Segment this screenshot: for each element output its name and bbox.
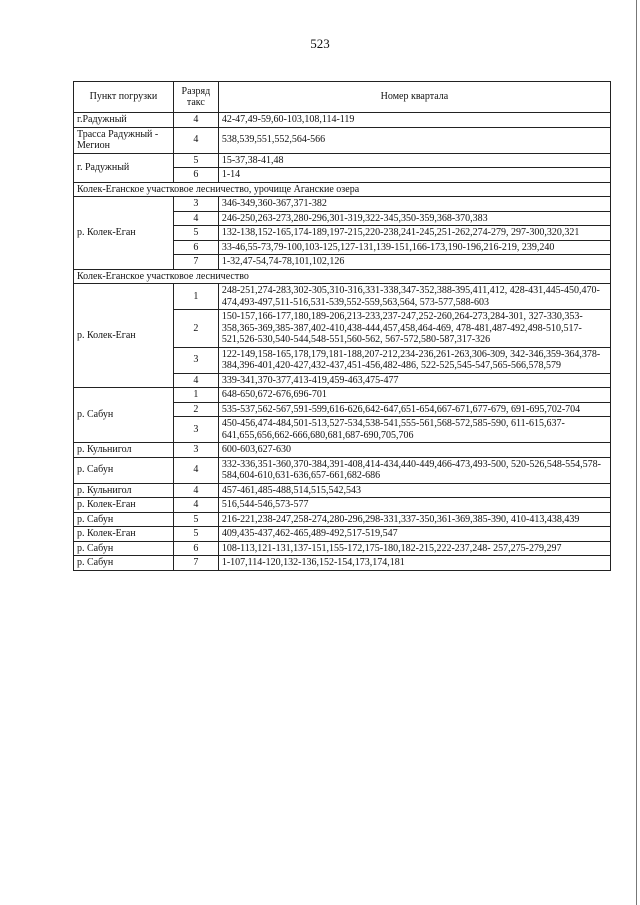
quarter-numbers-cell: 538,539,551,552,564-566 — [218, 127, 610, 153]
quarter-numbers-cell: 122-149,158-165,178,179,181-188,207-212,234-236,261-263,306-309, 342-346,359-364,378-384,396-401,420-427,432-437,451-456,482-486, 522-525,545-547,565-566,578,579 — [218, 347, 610, 373]
quarter-numbers-cell: 42-47,49-59,60-103,108,114-119 — [218, 113, 610, 128]
rank-cell: 6 — [173, 168, 218, 183]
quarter-numbers-cell: 33-46,55-73,79-100,103-125,127-131,139-151,166-173,190-196,216-219, 239,240 — [218, 240, 610, 255]
quarter-numbers-cell: 516,544-546,573-577 — [218, 498, 610, 513]
quarter-numbers-cell: 600-603,627-630 — [218, 443, 610, 458]
table-row — [74, 541, 611, 556]
table-row — [74, 284, 611, 310]
table-row — [74, 457, 611, 483]
table-row — [74, 153, 611, 168]
loading-point-cell: р. Кульнигол — [74, 483, 174, 498]
table-row — [74, 527, 611, 542]
table-row — [74, 388, 611, 403]
rank-cell: 7 — [173, 556, 218, 571]
table-row — [74, 127, 611, 153]
section-row — [74, 269, 611, 284]
rank-cell: 1 — [173, 284, 218, 310]
rank-cell: 3 — [173, 443, 218, 458]
quarter-numbers-cell: 150-157,166-177,180,189-206,213-233,237-247,252-260,264-273,284-301, 327-330,353-358,365-369,385-387,402-410,438-444,457,458,464-469, 478-481,487-492,498-510,517-521,526-530,540-544,548-551,560-562, 567-572,580-587,317-326 — [218, 310, 610, 348]
quarter-numbers-cell: 1-32,47-54,74-78,101,102,126 — [218, 255, 610, 270]
loading-point-cell: р. Сабун — [74, 556, 174, 571]
loading-point-cell: р. Сабун — [74, 388, 174, 443]
table-row — [74, 498, 611, 513]
rank-cell: 5 — [173, 527, 218, 542]
quarter-numbers-cell: 1-107,114-120,132-136,152-154,173,174,181 — [218, 556, 610, 571]
quarter-numbers-cell: 15-37,38-41,48 — [218, 153, 610, 168]
loading-point-cell: р. Колек-Еган — [74, 527, 174, 542]
page-number: 523 — [310, 36, 330, 51]
loading-point-cell: р. Колек-Еган — [74, 197, 174, 270]
table-row — [74, 443, 611, 458]
table-row — [74, 113, 611, 128]
rank-cell: 7 — [173, 255, 218, 270]
rank-cell: 5 — [173, 512, 218, 527]
rank-cell: 2 — [173, 310, 218, 348]
quarter-numbers-cell: 648-650,672-676,696-701 — [218, 388, 610, 403]
rank-cell: 3 — [173, 197, 218, 212]
rank-cell: 4 — [173, 211, 218, 226]
quarter-numbers-cell: 450-456,474-484,501-513,527-534,538-541,555-561,568-572,585-590, 611-615,637-641,655,656,662-666,680,681,687-690,705,706 — [218, 417, 610, 443]
rank-cell: 6 — [173, 240, 218, 255]
table-row — [74, 197, 611, 212]
section-title: Колек-Еганское участковое лесничество — [74, 269, 611, 284]
rank-cell: 4 — [173, 127, 218, 153]
loading-point-cell: Трасса Радужный - Мегион — [74, 127, 174, 153]
rank-cell: 2 — [173, 402, 218, 417]
table-row — [74, 512, 611, 527]
loading-point-cell: р. Сабун — [74, 457, 174, 483]
loading-point-cell: р. Колек-Еган — [74, 284, 174, 388]
loading-point-cell: г. Радужный — [74, 153, 174, 182]
rank-cell: 4 — [173, 498, 218, 513]
header-rank: Разряд такс — [173, 82, 218, 113]
rank-cell: 3 — [173, 417, 218, 443]
quarter-numbers-cell: 246-250,263-273,280-296,301-319,322-345,350-359,368-370,383 — [218, 211, 610, 226]
header-quarter: Номер квартала — [218, 82, 610, 113]
rank-cell: 6 — [173, 541, 218, 556]
rank-cell: 4 — [173, 373, 218, 388]
loading-point-cell: р. Колек-Еган — [74, 498, 174, 513]
forest-quarters-table — [73, 81, 611, 571]
rank-cell: 5 — [173, 226, 218, 241]
rank-cell: 4 — [173, 113, 218, 128]
loading-point-cell: р. Сабун — [74, 512, 174, 527]
quarter-numbers-cell: 409,435-437,462-465,489-492,517-519,547 — [218, 527, 610, 542]
quarter-numbers-cell: 248-251,274-283,302-305,310-316,331-338,347-352,388-395,411,412, 428-431,445-450,470-474,493-497,511-516,531-539,552-559,563,564, 573-577,588-603 — [218, 284, 610, 310]
loading-point-cell: г.Радужный — [74, 113, 174, 128]
quarter-numbers-cell: 1-14 — [218, 168, 610, 183]
rank-cell: 4 — [173, 483, 218, 498]
table-row — [74, 556, 611, 571]
section-title: Колек-Еганское участковое лесничество, урочище Аганские озера — [74, 182, 611, 197]
rank-cell: 4 — [173, 457, 218, 483]
section-row — [74, 182, 611, 197]
quarter-numbers-cell: 346-349,360-367,371-382 — [218, 197, 610, 212]
quarter-numbers-cell: 108-113,121-131,137-151,155-172,175-180,182-215,222-237,248- 257,275-279,297 — [218, 541, 610, 556]
header-point: Пункт погрузки — [74, 82, 174, 113]
table-body — [74, 113, 611, 571]
loading-point-cell: р. Сабун — [74, 541, 174, 556]
table-row — [74, 483, 611, 498]
scan-edge-line — [636, 0, 637, 905]
quarter-numbers-cell: 132-138,152-165,174-189,197-215,220-238,241-245,251-262,274-279, 297-300,320,321 — [218, 226, 610, 241]
quarter-numbers-cell: 332-336,351-360,370-384,391-408,414-434,440-449,466-473,493-500, 520-526,548-554,578-584,604-610,631-636,657-661,682-686 — [218, 457, 610, 483]
rank-cell: 5 — [173, 153, 218, 168]
rank-cell: 3 — [173, 347, 218, 373]
quarter-numbers-cell: 216-221,238-247,258-274,280-296,298-331,337-350,361-369,385-390, 410-413,438,439 — [218, 512, 610, 527]
quarter-numbers-cell: 457-461,485-488,514,515,542,543 — [218, 483, 610, 498]
loading-point-cell: р. Кульнигол — [74, 443, 174, 458]
rank-cell: 1 — [173, 388, 218, 403]
table-header-row — [74, 82, 611, 113]
quarter-numbers-cell: 339-341,370-377,413-419,459-463,475-477 — [218, 373, 610, 388]
quarter-numbers-cell: 535-537,562-567,591-599,616-626,642-647,651-654,667-671,677-679, 691-695,702-704 — [218, 402, 610, 417]
